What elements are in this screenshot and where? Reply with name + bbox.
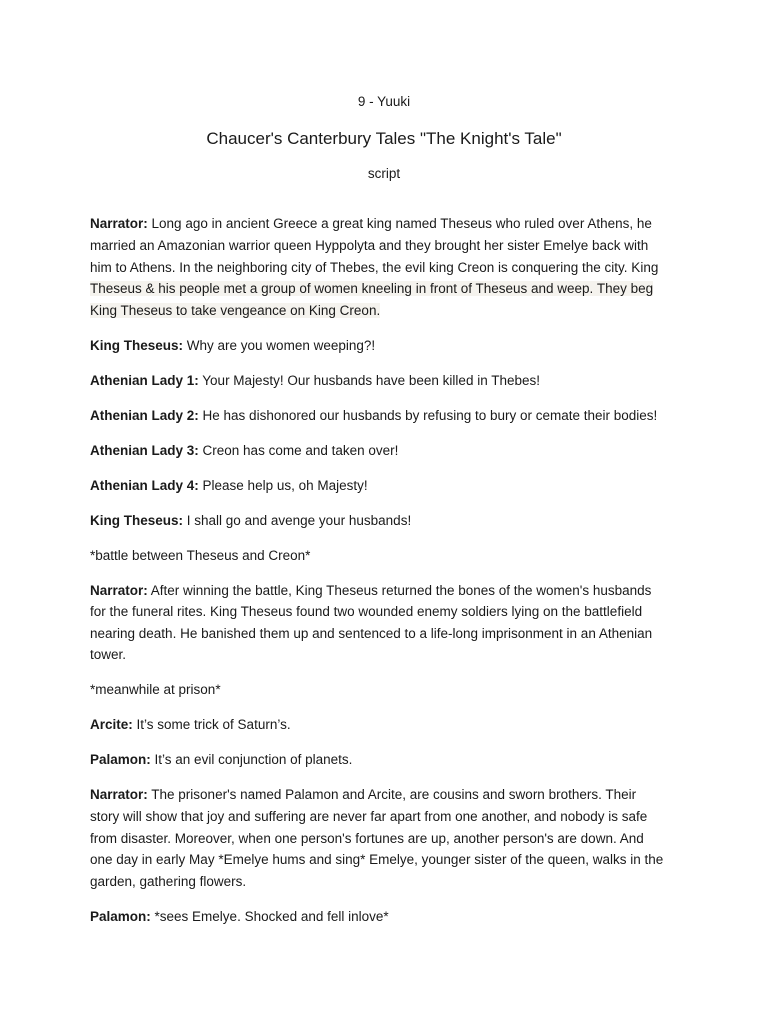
entry-line — [90, 440, 690, 462]
line-text: Long ago in ancient Greece a great king named Theseus who ruled over Athens, he — [151, 216, 652, 232]
speaker-name: Athenian Lady 1: — [90, 372, 199, 388]
script-entry — [90, 370, 690, 392]
line-text: It’s an evil conjunction of planets. — [154, 752, 353, 768]
line-text: I shall go and avenge your husbands! — [186, 512, 412, 528]
line-text: He has dishonored our husbands by refusing to bury or cemate their bodies! — [202, 407, 658, 423]
line-text: *sees Emelye. Shocked and fell inlove* — [154, 908, 389, 924]
document-title: Chaucer's Canterbury Tales "The Knight's Tale" — [206, 129, 562, 148]
speaker-name: Palamon: — [90, 908, 151, 924]
speaker-name: Narrator: — [90, 787, 148, 803]
script-entry — [90, 784, 690, 892]
line-text: King Theseus to take vengeance on King Creon. — [90, 302, 381, 318]
entry-line — [90, 300, 690, 322]
script-entry — [90, 679, 690, 701]
line-text: tower. — [90, 647, 127, 663]
document-subtitle: script — [367, 166, 401, 181]
speaker-name: Athenian Lady 3: — [90, 442, 199, 458]
entry-line — [90, 475, 690, 497]
line-text: *battle between Theseus and Creon* — [90, 547, 311, 563]
script-entry — [90, 440, 690, 462]
line-text: The prisoner's named Palamon and Arcite, are cousins and sworn brothers. Their — [151, 787, 637, 803]
entry-line — [90, 906, 690, 928]
author-line: 9 - Yuuki — [357, 94, 411, 109]
line-text: Theseus & his people met a group of women kneeling in front of Theseus and weep. They beg — [90, 281, 654, 297]
entry-line — [90, 545, 690, 567]
entry-line — [90, 679, 690, 701]
script-entry — [90, 213, 690, 321]
entry-line — [90, 784, 690, 806]
script-entry — [90, 906, 690, 928]
script-entry — [90, 580, 690, 666]
script-entry — [90, 510, 690, 532]
entry-line — [90, 644, 690, 666]
script-entry — [90, 335, 690, 357]
line-text: from disaster. Moreover, when one person's fortunes are up, another person's are down. And — [90, 830, 644, 846]
entry-line — [90, 405, 690, 427]
line-text: garden, gathering flowers. — [90, 873, 247, 889]
speaker-name: King Theseus: — [90, 512, 184, 528]
line-text: him to Athens. In the neighboring city of Thebes, the evil king Creon is conquering the city. King — [90, 259, 659, 275]
entry-line — [90, 749, 690, 771]
entry-line — [90, 257, 690, 279]
speaker-name: Narrator: — [90, 582, 148, 598]
entry-line — [90, 370, 690, 392]
line-text: for the funeral rites. King Theseus found two wounded enemy soldiers lying on the battlefield — [90, 604, 643, 620]
entry-line — [90, 235, 690, 257]
line-text: story will show that joy and suffering are never far apart from one another, and nobody is safe — [90, 808, 648, 824]
script-entry — [90, 749, 690, 771]
speaker-name: Arcite: — [90, 717, 133, 733]
entry-line — [90, 828, 690, 850]
speaker-name: Narrator: — [90, 216, 148, 232]
speaker-name: Palamon: — [90, 752, 151, 768]
line-text: Why are you women weeping?! — [186, 337, 376, 353]
script-entry — [90, 405, 690, 427]
entry-line — [90, 278, 690, 300]
speaker-name: Athenian Lady 2: — [90, 407, 199, 423]
line-text: Your Majesty! Our husbands have been killed in Thebes! — [202, 372, 540, 388]
line-text: one day in early May *Emelye hums and sing* Emelye, younger sister of the queen, walks in the — [90, 852, 664, 868]
line-text: It’s some trick of Saturn’s. — [136, 717, 291, 733]
entry-line — [90, 871, 690, 893]
script-entry — [90, 545, 690, 567]
line-text: *meanwhile at prison* — [90, 682, 221, 698]
line-text: Please help us, oh Majesty! — [202, 477, 368, 493]
entry-line — [90, 510, 690, 532]
entry-line — [90, 806, 690, 828]
line-text: Creon has come and taken over! — [202, 442, 399, 458]
entry-line — [90, 335, 690, 357]
entry-line — [90, 849, 690, 871]
line-text: After winning the battle, King Theseus returned the bones of the women's husbands — [150, 582, 652, 598]
speaker-name: King Theseus: — [90, 337, 184, 353]
script-body — [90, 200, 690, 927]
speaker-name: Athenian Lady 4: — [90, 477, 199, 493]
entry-line — [90, 580, 690, 602]
line-text: nearing death. He banished them up and sentenced to a life-long imprisonment in an Athenian — [90, 625, 653, 641]
script-entry — [90, 475, 690, 497]
script-entry — [90, 714, 690, 736]
entry-line — [90, 213, 690, 235]
entry-line — [90, 623, 690, 645]
entry-line — [90, 714, 690, 736]
line-text: married an Amazonian warrior queen Hyppolyta and they brought her sister Emelye back with — [90, 237, 649, 253]
entry-line — [90, 601, 690, 623]
